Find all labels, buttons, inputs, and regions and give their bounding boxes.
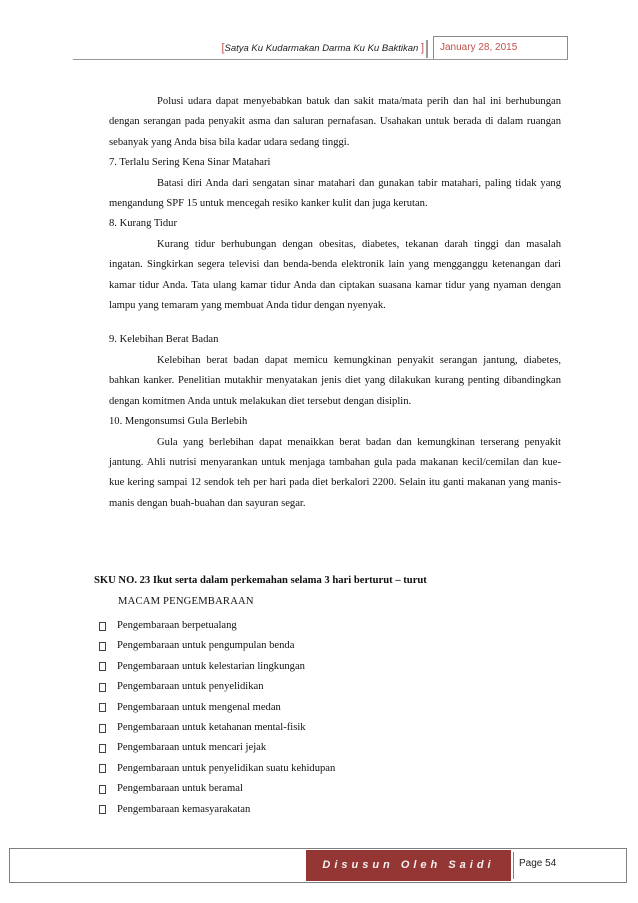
checkbox-bullet-icon <box>99 805 106 814</box>
heading-kurang-tidur: 8. Kurang Tidur <box>109 218 177 230</box>
checkbox-bullet-icon <box>99 683 106 692</box>
header-title-text: Satya Ku Kudarmakan Darma Ku Ku Baktikan <box>224 43 419 54</box>
list-item-label: Pengembaraan untuk mengenal medan <box>117 701 281 713</box>
heading-sinar-matahari: 7. Terlalu Sering Kena Sinar Matahari <box>109 157 271 169</box>
pengembaraan-list <box>99 616 479 820</box>
heading-berat-badan: 9. Kelebihan Berat Badan <box>109 334 219 346</box>
list-item <box>99 800 479 820</box>
checkbox-bullet-icon <box>99 622 106 631</box>
list-item <box>99 759 479 779</box>
checkbox-bullet-icon <box>99 744 106 753</box>
paragraph-sinar-matahari: Batasi diri Anda dari sengatan sinar matahari dan gunakan tabir matahari, paling tidak yang mengandung SPF 15 untuk mencegah resiko kanker kulit dan juga kerutan. <box>109 177 561 210</box>
list-item <box>99 698 479 718</box>
spacer <box>109 316 561 330</box>
checkbox-bullet-icon <box>99 662 106 671</box>
footer-author: Disusun Oleh Saidi <box>306 850 511 881</box>
footer-divider <box>513 852 514 879</box>
page-number: Page 54 <box>519 858 557 869</box>
sku-subheading: MACAM PENGEMBARAAN <box>118 596 254 607</box>
checkbox-bullet-icon <box>99 785 106 794</box>
checkbox-bullet-icon <box>99 764 106 773</box>
paragraph-gula: Gula yang berlebihan dapat menaikkan berat badan dan kemungkinan terserang penyakit jantung. Ahli nutrisi menyarankan untuk menjaga tambahan gula pada makanan kecil/cemilan dan kue-kue kering sampai 12 sendok teh per hari pada diet berkalori 2200. Selain itu ganti makanan yang manis-manis dengan buah-buahan dan sayuran segar. <box>109 436 561 509</box>
header-rule <box>73 59 568 60</box>
list-item <box>99 636 479 656</box>
list-item <box>99 718 479 738</box>
list-item <box>99 616 479 636</box>
list-item-label: Pengembaraan untuk pengumpulan benda <box>117 640 295 652</box>
header-title <box>221 42 424 54</box>
list-item-label: Pengembaraan berpetualang <box>117 620 237 631</box>
checkbox-bullet-icon <box>99 642 106 651</box>
sku-heading: SKU NO. 23 Ikut serta dalam perkemahan selama 3 hari berturut – turut <box>94 575 427 586</box>
paragraph-berat-badan: Kelebihan berat badan dapat memicu kemungkinan penyakit serangan jantung, diabetes, bahkan kanker. Penelitian mutakhir menyatakan jenis diet yang dilakukan kurang penting dibandingkan dengan komitmen Anda untuk melakukan diet tersebut dengan disiplin. <box>109 354 561 407</box>
header-date: January 28, 2015 <box>433 36 568 60</box>
header-divider <box>426 40 428 58</box>
checkbox-bullet-icon <box>99 703 106 712</box>
header-bracket-open: [ <box>221 42 225 54</box>
list-item-label: Pengembaraan untuk beramal <box>117 783 243 795</box>
list-item-label: Pengembaraan untuk penyelidikan <box>117 681 264 693</box>
paragraph-polusi: Polusi udara dapat menyebabkan batuk dan sakit mata/mata perih dan hal ini berhubungan dengan serangan pada penyakit asma dan saluran pernafasan. Usahakan untuk berada di dalam ruangan sebanyak yang Anda bisa bila kadar udara sedang tinggi. <box>109 96 561 148</box>
list-item <box>99 677 479 697</box>
list-item-label: Pengembaraan untuk kelestarian lingkungan <box>117 660 305 672</box>
body-text <box>109 92 561 514</box>
list-item-label: Pengembaraan kemasyarakatan <box>117 803 251 815</box>
list-item <box>99 657 479 677</box>
list-item <box>99 779 479 799</box>
list-item-label: Pengembaraan untuk mencari jejak <box>117 742 267 754</box>
list-item-label: Pengembaraan untuk ketahanan mental-fisik <box>117 721 306 733</box>
list-item-label: Pengembaraan untuk penyelidikan suatu kehidupan <box>117 762 336 774</box>
checkbox-bullet-icon <box>99 724 106 733</box>
list-item <box>99 738 479 758</box>
page-header <box>0 36 638 62</box>
header-bracket-close: ] <box>420 42 424 54</box>
heading-gula: 10. Mengonsumsi Gula Berlebih <box>109 416 248 428</box>
paragraph-kurang-tidur: Kurang tidur berhubungan dengan obesitas, diabetes, tekanan darah tinggi dan masalah ingatan. Singkirkan segera televisi dan benda-benda elektronik lain yang mengganggu ketenangan dari kamar tidur Anda. Tata ulang kamar tidur Anda dan ciptakan suasana kamar tidur yang nyaman dengan lampu yang temaram yang membuat Anda tidur dengan nyenyak. <box>109 238 561 312</box>
